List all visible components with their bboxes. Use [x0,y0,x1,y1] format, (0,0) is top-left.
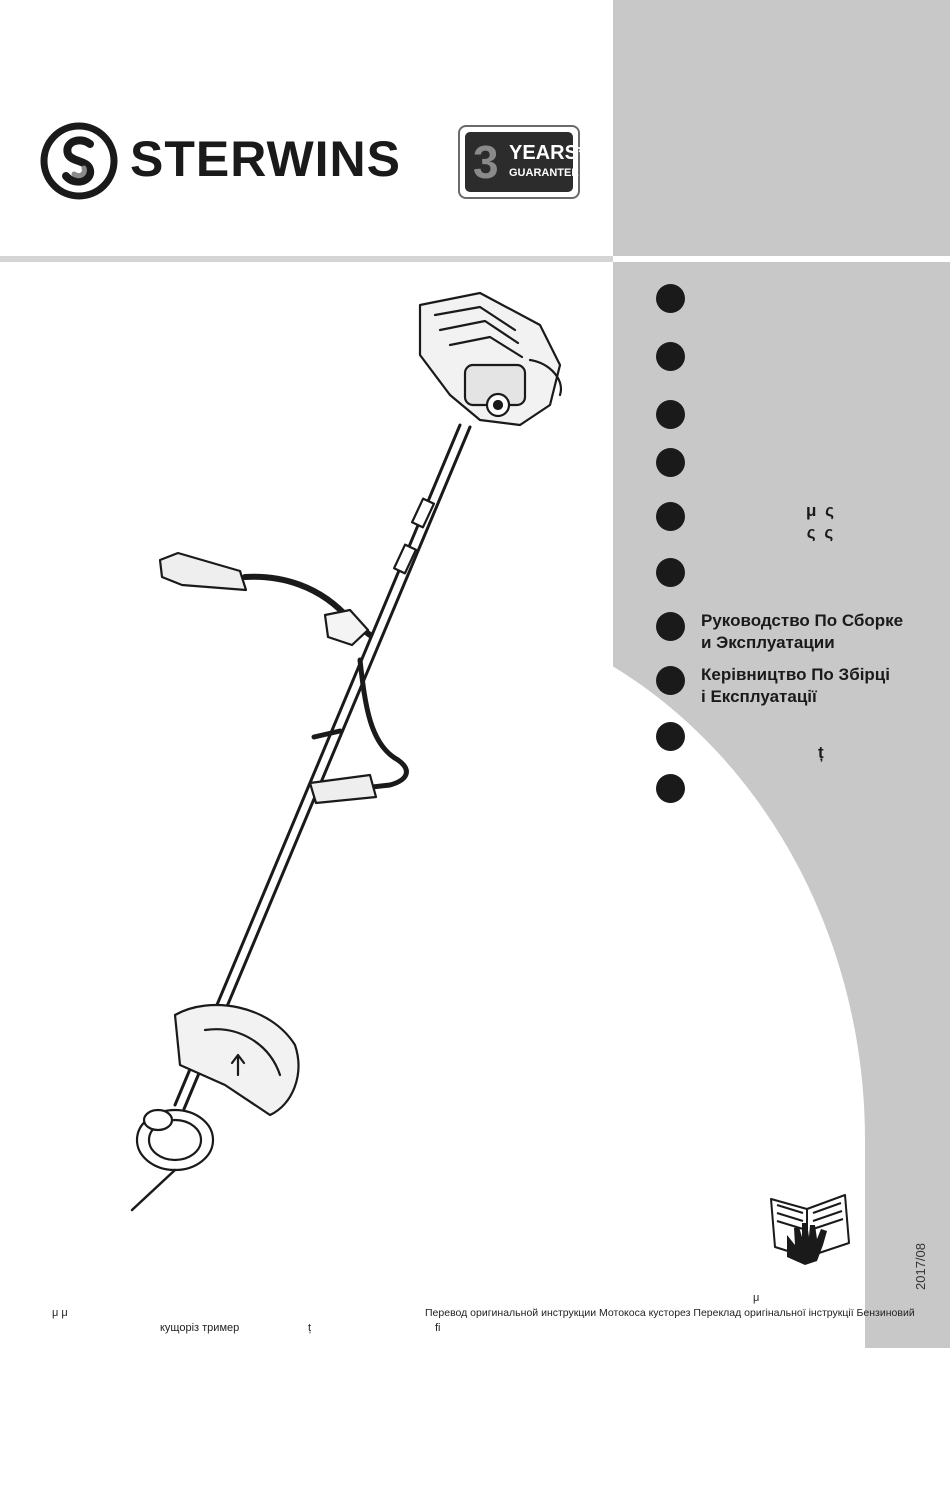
guarantee-label: GUARANTEE [509,167,579,179]
language-bullet [656,284,685,313]
publication-date: 2017/08 [913,1243,928,1290]
footer-left-t: ț [308,1322,312,1334]
language-title: ț [818,743,824,762]
language-bullet [656,722,685,751]
language-bullet [656,400,685,429]
footer-left-words: кущоріз тример [160,1322,240,1334]
language-bullet [656,666,685,695]
sterwins-logo-icon [40,122,118,200]
language-bullet [656,502,685,531]
language-bullet [656,558,685,587]
brand-name: STERWINS [130,131,401,187]
language-bullet [656,448,685,477]
guarantee-number: 3 [473,136,499,188]
language-bullet [656,774,685,803]
footer-right-fi: fi [435,1322,441,1334]
footer-left-mu: μ μ [52,1307,68,1319]
language-bullet [656,612,685,641]
language-bullet [656,342,685,371]
side-panel-top [613,0,950,256]
read-manual-icon [765,1185,855,1267]
language-title: Керівництво По Збірці і Експлуатації [701,665,890,706]
trimmer-illustration [120,285,590,1225]
footer-translation-line: Перевод оригинальной инструкции Мотокоса кусторез Переклад оригінальної інструкції Бензиновий [425,1307,915,1319]
language-title: Руководство По Сборке и Эксплуатации [701,611,904,652]
language-title: μ ς ς ς [806,501,836,542]
guarantee-badge [458,125,586,199]
divider-rule-gap [613,256,930,262]
footer-right-mu: μ [753,1292,760,1304]
guarantee-years: YEARS* [509,142,586,164]
